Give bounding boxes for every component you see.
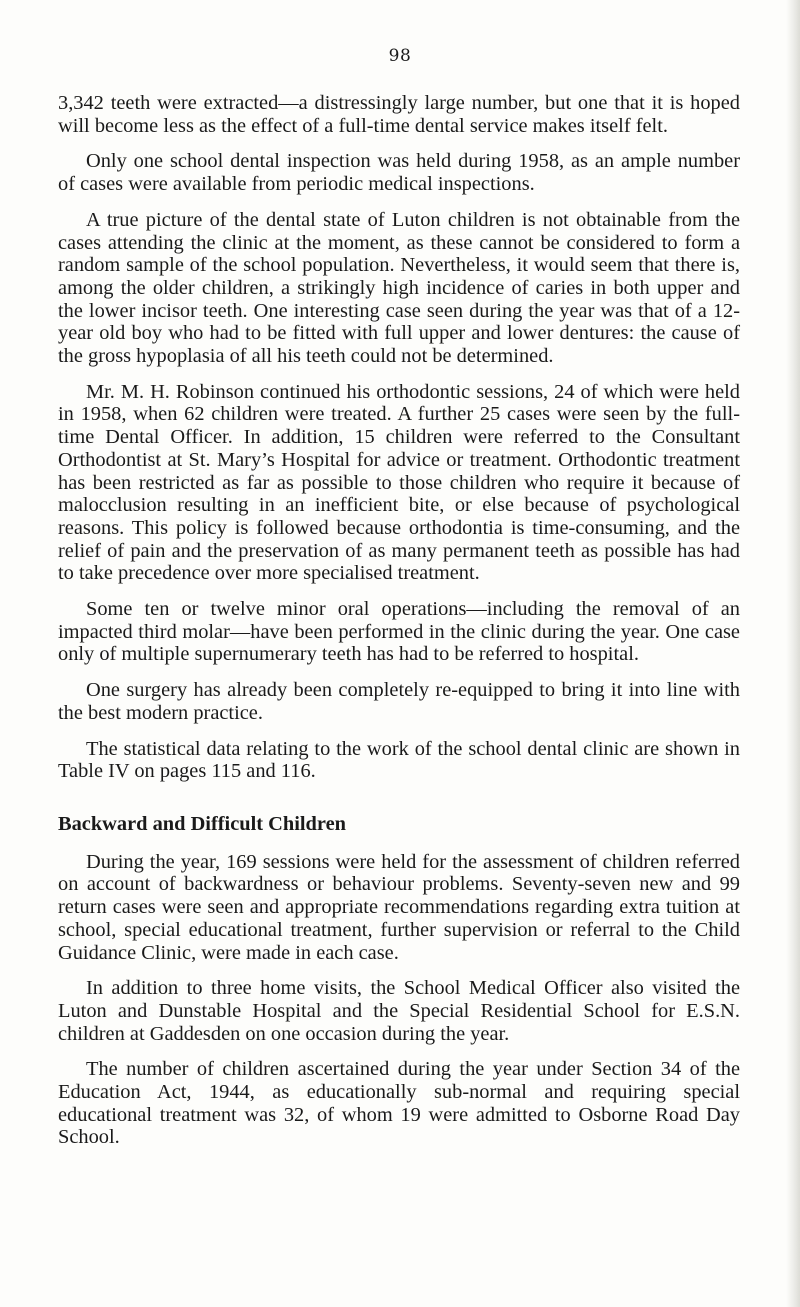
paragraph-orthodontic-sessions: Mr. M. H. Robinson continued his orthodontic sessions, 24 of which were held in 1958, when 62 children were treated. A further 25 cases were seen by the full-time Dental Officer. In addition, 15 children were referred to the Consultant Orthodontist at St. Mary’s Hospital for advice or treatment. Orthodontic treatment has been restricted as far as possible to those children who require it because of malocclusion resulting in an inefficient bite, or else because of psychological reasons. This policy is followed because orthodontia is time-consuming, and the relief of pain and the preservation of as many permanent teeth as possible has had to take precedence over more specialised treatment. bbox=[58, 380, 740, 585]
paragraph-assessment-sessions: During the year, 169 sessions were held for the assessment of children referred on account of backwardness or behaviour problems. Seventy-seven new and 99 return cases were seen and appropriate recommendations regarding extra tuition at school, special educational treatment, further supervision or referral to the Child Guidance Clinic, were made in each case. bbox=[58, 850, 740, 964]
body-text bbox=[58, 92, 740, 1162]
section-heading-backward-children: Backward and Difficult Children bbox=[58, 812, 346, 835]
paragraph-statistical-data: The statistical data relating to the work of the school dental clinic are shown in Table IV on pages 115 and 116. bbox=[58, 737, 740, 783]
paragraph-teeth-extracted: 3,342 teeth were extracted—a distressingly large number, but one that it is hoped will become less as the effect of a full-time dental service makes itself felt. bbox=[58, 92, 740, 137]
page-number: 98 bbox=[388, 46, 412, 66]
paragraph-dental-state: A true picture of the dental state of Luton children is not obtainable from the cases attending the clinic at the moment, as these cannot be considered to form a random sample of the school population. Nevertheless, it would seem that there is, among the older children, a strikingly high incidence of caries in both upper and the lower incisor teeth. One interesting case seen during the year was that of a 12-year old boy who had to be fitted with full upper and lower dentures: the cause of the gross hypoplasia of all his teeth could not be determined. bbox=[58, 208, 740, 368]
paragraph-surgery-reequipped: One surgery has already been completely re-equipped to bring it into line with the best modern practice. bbox=[58, 679, 740, 724]
page-edge-shadow bbox=[786, 0, 800, 1307]
paragraph-dental-inspection: Only one school dental inspection was held during 1958, as an ample number of cases were available from periodic medical inspections. bbox=[58, 150, 740, 196]
paragraph-children-ascertained: The number of children ascertained during the year under Section 34 of the Education Act, 1944, as educationally sub-normal and requiring special educational treatment was 32, of whom 19 were admitted to Osborne Road Day School. bbox=[58, 1058, 740, 1149]
paragraph-home-visits: In addition to three home visits, the School Medical Officer also visited the Luton and Dunstable Hospital and the Special Residential School for E.S.N. children at Gaddesden on one occasion during the year. bbox=[58, 977, 740, 1045]
paragraph-oral-operations: Some ten or twelve minor oral operations—including the removal of an impacted third molar—have been performed in the clinic during the year. One case only of multiple supernumerary teeth has had to be referred to hospital. bbox=[58, 598, 740, 666]
